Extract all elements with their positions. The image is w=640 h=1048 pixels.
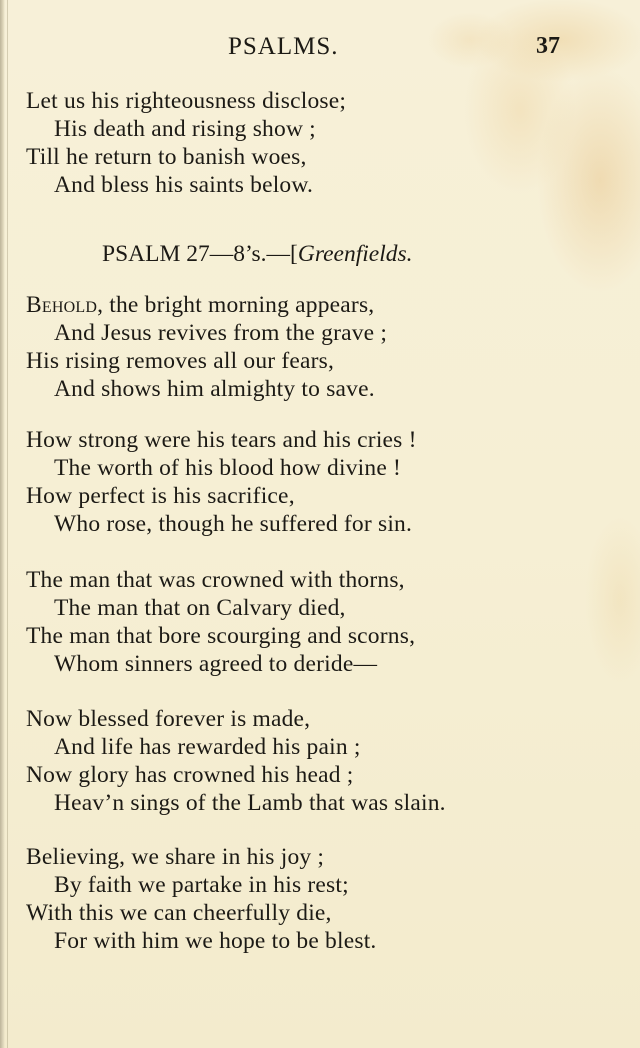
page-gutter-shadow — [0, 0, 5, 1048]
verse-line: Heav’n sings of the Lamb that was slain. — [54, 790, 446, 816]
verse-line: Let us his righteousness disclose; — [26, 88, 347, 114]
verse-line: The worth of his blood how divine ! — [54, 455, 402, 481]
running-head — [0, 33, 640, 63]
page-number: 37 — [536, 33, 560, 59]
verse-line: For with him we hope to be blest. — [54, 928, 377, 954]
verse-line-first — [26, 291, 387, 319]
verse-line: How perfect is his sacrifice, — [26, 483, 295, 509]
verse-line: Who rose, though he suffered for sin. — [54, 511, 413, 537]
psalm-number-meter: PSALM 27—8’s.—[ — [102, 241, 298, 267]
verse-line: And Jesus revives from the grave ; — [54, 320, 388, 346]
verse-line: And life has rewarded his pain ; — [54, 734, 361, 760]
stanza-1 — [26, 291, 387, 403]
verse-line: Believing, we share in his joy ; — [26, 844, 325, 870]
tune-name: Greenfields. — [297, 241, 413, 267]
verse-line: And bless his saints below. — [54, 172, 314, 198]
verse-line: The man that was crowned with thorns, — [26, 567, 405, 593]
verse-line: The man that on Calvary died, — [54, 595, 346, 621]
verse-line: Whom sinners agreed to deride— — [54, 651, 378, 677]
first-line-rest: , the bright morning appears, — [97, 292, 375, 318]
verse-line: His rising removes all our fears, — [26, 348, 335, 374]
verse-line: His death and rising show ; — [54, 116, 316, 142]
psalm-heading — [102, 241, 413, 268]
verse-line: Now blessed forever is made, — [26, 706, 311, 732]
drop-word: Behold — [26, 292, 98, 318]
stanza-5 — [26, 843, 377, 955]
verse-line: And shows him almighty to save. — [54, 376, 375, 402]
stanza-2 — [26, 426, 417, 538]
page-gutter-line — [7, 0, 8, 1048]
verse-line: The man that bore scourging and scorns, — [26, 623, 416, 649]
verse-line: With this we can cheerfully die, — [26, 900, 332, 926]
stanza-3 — [26, 566, 415, 678]
running-title: PSALMS. — [228, 33, 339, 60]
verse-line: By faith we partake in his rest; — [54, 872, 349, 898]
verse-line: How strong were his tears and his cries ! — [26, 427, 417, 453]
stanza-4 — [26, 705, 446, 817]
opening-stanza — [26, 87, 346, 199]
verse-line: Till he return to banish woes, — [26, 144, 307, 170]
verse-line: Now glory has crowned his head ; — [26, 762, 354, 788]
